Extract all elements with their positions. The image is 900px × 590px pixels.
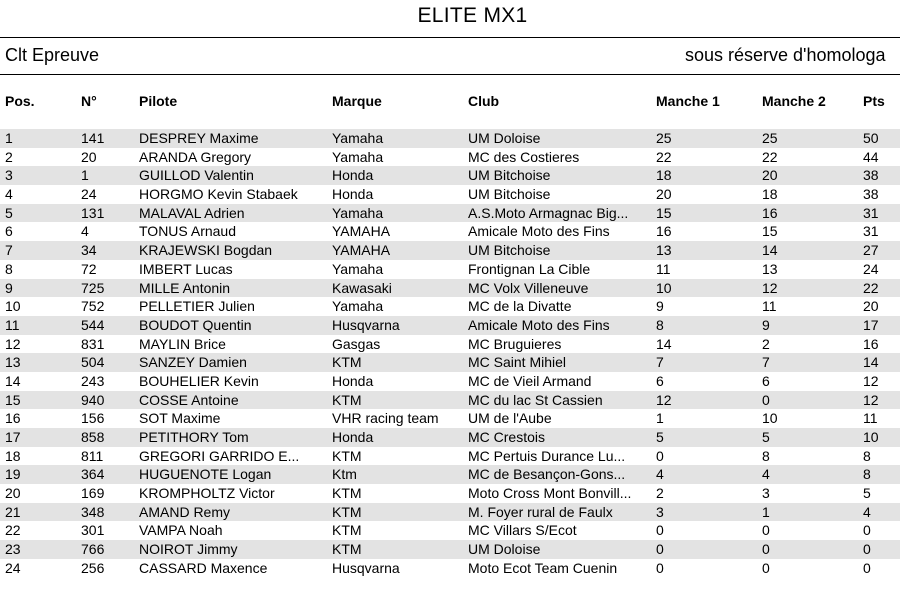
- cell-manche2: 1: [762, 503, 770, 520]
- cell-manche2: 0: [762, 541, 770, 558]
- cell-manche1: 5: [656, 429, 664, 445]
- cell-manche1: 8: [656, 316, 664, 333]
- cell-manche1: 20: [656, 186, 672, 203]
- cell-manche2: 13: [762, 260, 778, 277]
- cell-points: 31: [863, 223, 879, 240]
- cell-number: 725: [81, 279, 105, 296]
- cell-number: 141: [81, 130, 105, 146]
- cell-manche1: 3: [656, 503, 664, 520]
- cell-manche1: 25: [656, 130, 672, 146]
- cell-points: 8: [863, 466, 871, 483]
- cell-marque: Yamaha: [332, 148, 384, 165]
- top-divider: [0, 37, 900, 38]
- cell-points: 20: [863, 298, 879, 315]
- cell-marque: KTM: [332, 354, 362, 371]
- cell-points: 22: [863, 279, 879, 296]
- table-row: [0, 540, 900, 559]
- cell-marque: KTM: [332, 541, 362, 558]
- cell-manche2: 0: [762, 522, 770, 539]
- table-row: [0, 148, 900, 167]
- cell-manche1: 22: [656, 148, 672, 165]
- table-row: [0, 279, 900, 298]
- cell-manche1: 7: [656, 354, 664, 371]
- cell-position: 2: [5, 148, 13, 165]
- cell-manche1: 9: [656, 298, 664, 315]
- cell-marque: Husqvarna: [332, 559, 400, 576]
- table-row: [0, 241, 900, 260]
- cell-manche2: 14: [762, 242, 778, 259]
- cell-club: MC Pertuis Durance Lu...: [468, 447, 626, 464]
- cell-position: 22: [5, 522, 21, 539]
- cell-manche1: 16: [656, 223, 672, 240]
- cell-number: 4: [81, 223, 89, 240]
- cell-marque: YAMAHA: [332, 242, 391, 259]
- cell-manche1: 13: [656, 242, 672, 259]
- cell-points: 0: [863, 541, 871, 558]
- cell-manche2: 4: [762, 466, 770, 483]
- table-row: [0, 391, 900, 410]
- cell-manche1: 14: [656, 335, 672, 352]
- cell-points: 8: [863, 447, 871, 464]
- cell-manche2: 6: [762, 372, 770, 389]
- cell-position: 13: [5, 354, 21, 371]
- cell-manche2: 18: [762, 186, 778, 203]
- cell-manche2: 0: [762, 559, 770, 576]
- cell-number: 766: [81, 541, 105, 558]
- cell-manche2: 16: [762, 204, 778, 221]
- cell-pilote: BOUHELIER Kevin: [139, 372, 259, 389]
- cell-position: 11: [5, 316, 20, 333]
- cell-pilote: CASSARD Maxence: [139, 559, 268, 576]
- cell-points: 24: [863, 260, 879, 277]
- page-title: ELITE MX1: [417, 4, 528, 27]
- table-row: [0, 484, 900, 503]
- cell-pilote: HUGUENOTE Logan: [139, 466, 272, 483]
- table-row: [0, 204, 900, 223]
- cell-marque: VHR racing team: [332, 410, 439, 427]
- cell-pilote: AMAND Remy: [139, 503, 231, 520]
- table-row: [0, 372, 900, 391]
- table-row: [0, 353, 900, 372]
- cell-points: 27: [863, 242, 879, 259]
- cell-points: 12: [863, 372, 879, 389]
- cell-manche2: 8: [762, 447, 770, 464]
- column-header-club: Club: [468, 93, 500, 109]
- cell-manche2: 22: [762, 148, 778, 165]
- cell-position: 10: [5, 298, 21, 315]
- cell-marque: Ktm: [332, 466, 357, 483]
- cell-club: MC de la Divatte: [468, 298, 572, 315]
- table-row: [0, 129, 900, 148]
- column-header-marque: Marque: [332, 93, 382, 109]
- cell-club: Frontignan La Cible: [468, 260, 591, 277]
- cell-manche1: 12: [656, 391, 672, 408]
- cell-number: 169: [81, 485, 105, 502]
- cell-points: 5: [863, 485, 871, 502]
- cell-pilote: PETITHORY Tom: [139, 429, 249, 445]
- cell-marque: Honda: [332, 167, 374, 184]
- cell-club: UM Bitchoise: [468, 186, 551, 203]
- cell-number: 301: [81, 522, 105, 539]
- cell-number: 364: [81, 466, 105, 483]
- cell-points: 14: [863, 354, 879, 371]
- ranking-label: Clt Epreuve: [5, 45, 100, 65]
- cell-club: Moto Cross Mont Bonvill...: [468, 485, 632, 502]
- cell-position: 23: [5, 541, 21, 558]
- cell-manche1: 0: [656, 447, 664, 464]
- cell-club: MC de Vieil Armand: [468, 372, 592, 389]
- cell-points: 50: [863, 130, 879, 146]
- cell-pilote: IMBERT Lucas: [139, 260, 233, 277]
- cell-manche2: 20: [762, 167, 778, 184]
- cell-manche1: 0: [656, 541, 664, 558]
- cell-pilote: NOIROT Jimmy: [139, 541, 238, 558]
- cell-club: MC de Besançon-Gons...: [468, 466, 626, 483]
- cell-position: 19: [5, 466, 21, 483]
- cell-points: 0: [863, 522, 871, 539]
- table-row: [0, 166, 900, 185]
- cell-club: MC Saint Mihiel: [468, 354, 567, 371]
- cell-pilote: GUILLOD Valentin: [139, 167, 254, 184]
- cell-number: 504: [81, 354, 105, 371]
- cell-points: 44: [863, 148, 879, 165]
- cell-club: MC du lac St Cassien: [468, 391, 603, 408]
- cell-club: Moto Ecot Team Cuenin: [468, 559, 618, 576]
- cell-manche1: 4: [656, 466, 664, 483]
- column-header-pos: Pos.: [5, 93, 35, 109]
- cell-pilote: KRAJEWSKI Bogdan: [139, 242, 273, 259]
- cell-manche1: 0: [656, 522, 664, 539]
- table-row: [0, 260, 900, 279]
- table-row: [0, 316, 900, 335]
- table-row: [0, 503, 900, 522]
- cell-pilote: TONUS Arnaud: [139, 223, 237, 240]
- cell-manche1: 10: [656, 279, 672, 296]
- cell-marque: Honda: [332, 372, 374, 389]
- cell-pilote: GREGORI GARRIDO E...: [139, 447, 300, 464]
- cell-position: 21: [5, 503, 21, 520]
- cell-number: 544: [81, 316, 105, 333]
- table-row: [0, 185, 900, 204]
- column-header-manche2: Manche 2: [762, 93, 826, 109]
- cell-marque: KTM: [332, 522, 362, 539]
- cell-position: 5: [5, 204, 13, 221]
- cell-manche1: 15: [656, 204, 672, 221]
- cell-number: 256: [81, 559, 105, 576]
- cell-position: 1: [5, 130, 13, 146]
- cell-pilote: MALAVAL Adrien: [139, 204, 245, 221]
- cell-marque: Husqvarna: [332, 316, 400, 333]
- cell-points: 16: [863, 335, 879, 352]
- cell-position: 9: [5, 279, 13, 296]
- cell-manche2: 7: [762, 354, 770, 371]
- cell-pilote: HORGMO Kevin Stabaek: [139, 186, 298, 203]
- cell-manche1: 11: [656, 260, 671, 277]
- cell-manche1: 18: [656, 167, 672, 184]
- cell-club: MC Villars S/Ecot: [468, 522, 577, 539]
- cell-position: 3: [5, 167, 13, 184]
- cell-points: 38: [863, 167, 879, 184]
- cell-manche2: 5: [762, 429, 770, 445]
- table-row: [0, 521, 900, 540]
- table-row: [0, 297, 900, 316]
- cell-number: 34: [81, 242, 97, 259]
- cell-marque: Yamaha: [332, 130, 384, 146]
- cell-club: Amicale Moto des Fins: [468, 316, 610, 333]
- column-header-manche1: Manche 1: [656, 93, 720, 109]
- cell-number: 72: [81, 260, 97, 277]
- cell-manche1: 2: [656, 485, 664, 502]
- cell-manche2: 3: [762, 485, 770, 502]
- cell-position: 7: [5, 242, 13, 259]
- cell-position: 24: [5, 559, 21, 576]
- cell-manche2: 25: [762, 130, 778, 146]
- cell-position: 16: [5, 410, 21, 427]
- cell-club: UM Bitchoise: [468, 167, 551, 184]
- cell-position: 17: [5, 429, 21, 445]
- cell-club: MC Volx Villeneuve: [468, 279, 589, 296]
- cell-marque: Gasgas: [332, 335, 381, 352]
- cell-manche1: 0: [656, 559, 664, 576]
- cell-points: 4: [863, 503, 871, 520]
- cell-points: 12: [863, 391, 879, 408]
- cell-number: 940: [81, 391, 105, 408]
- table-row: [0, 447, 900, 466]
- cell-number: 752: [81, 298, 105, 315]
- table-row: [0, 428, 900, 447]
- cell-number: 243: [81, 372, 105, 389]
- cell-position: 15: [5, 391, 21, 408]
- cell-manche2: 10: [762, 410, 778, 427]
- cell-number: 1: [81, 167, 89, 184]
- cell-club: UM de l'Aube: [468, 410, 552, 427]
- column-header-pilote: Pilote: [139, 93, 178, 109]
- cell-pilote: SOT Maxime: [139, 410, 221, 427]
- cell-club: UM Bitchoise: [468, 242, 551, 259]
- table-row: [0, 409, 900, 428]
- cell-pilote: SANZEY Damien: [139, 354, 247, 371]
- cell-position: 18: [5, 447, 21, 464]
- table-row: [0, 335, 900, 354]
- cell-club: Amicale Moto des Fins: [468, 223, 610, 240]
- cell-marque: KTM: [332, 485, 362, 502]
- cell-club: UM Doloise: [468, 541, 541, 558]
- cell-points: 11: [863, 410, 878, 427]
- cell-number: 858: [81, 429, 105, 445]
- cell-pilote: VAMPA Noah: [139, 522, 223, 539]
- table-row: [0, 465, 900, 484]
- cell-club: A.S.Moto Armagnac Big...: [468, 204, 629, 221]
- cell-number: 831: [81, 335, 105, 352]
- cell-marque: KTM: [332, 447, 362, 464]
- results-table: [0, 129, 900, 578]
- cell-number: 24: [81, 186, 97, 203]
- homologation-note: sous réserve d'homologa: [685, 45, 886, 65]
- cell-club: MC Crestois: [468, 429, 546, 445]
- cell-marque: Yamaha: [332, 260, 384, 277]
- cell-manche2: 12: [762, 279, 778, 296]
- cell-manche1: 6: [656, 372, 664, 389]
- column-header-pts: Pts: [863, 93, 885, 109]
- cell-club: MC des Costieres: [468, 148, 580, 165]
- cell-marque: Honda: [332, 186, 374, 203]
- cell-number: 156: [81, 410, 105, 427]
- cell-points: 38: [863, 186, 879, 203]
- cell-points: 31: [863, 204, 879, 221]
- cell-position: 14: [5, 372, 21, 389]
- cell-points: 10: [863, 429, 879, 445]
- cell-marque: Yamaha: [332, 204, 384, 221]
- cell-position: 12: [5, 335, 21, 352]
- cell-marque: KTM: [332, 391, 362, 408]
- cell-manche2: 11: [762, 298, 777, 315]
- cell-number: 348: [81, 503, 105, 520]
- cell-pilote: COSSE Antoine: [139, 391, 239, 408]
- cell-pilote: MILLE Antonin: [139, 279, 231, 296]
- cell-pilote: DESPREY Maxime: [139, 130, 259, 146]
- column-header-number: N°: [81, 93, 97, 109]
- cell-pilote: PELLETIER Julien: [139, 298, 255, 315]
- cell-marque: Yamaha: [332, 298, 384, 315]
- cell-marque: YAMAHA: [332, 223, 391, 240]
- table-row: [0, 559, 900, 578]
- header-divider: [0, 74, 900, 75]
- cell-pilote: ARANDA Gregory: [139, 148, 252, 165]
- cell-manche2: 0: [762, 391, 770, 408]
- cell-manche2: 2: [762, 335, 770, 352]
- table-row: [0, 222, 900, 241]
- cell-manche2: 9: [762, 316, 770, 333]
- cell-pilote: KROMPHOLTZ Victor: [139, 485, 275, 502]
- cell-club: M. Foyer rural de Faulx: [468, 503, 613, 520]
- cell-position: 20: [5, 485, 21, 502]
- cell-position: 6: [5, 223, 13, 240]
- cell-marque: KTM: [332, 503, 362, 520]
- cell-pilote: BOUDOT Quentin: [139, 316, 252, 333]
- cell-number: 131: [81, 204, 105, 221]
- cell-number: 811: [81, 447, 104, 464]
- cell-club: MC Bruguieres: [468, 335, 562, 352]
- cell-pilote: MAYLIN Brice: [139, 335, 226, 352]
- cell-club: UM Doloise: [468, 130, 541, 146]
- cell-marque: Kawasaki: [332, 279, 392, 296]
- cell-position: 4: [5, 186, 13, 203]
- cell-marque: Honda: [332, 429, 374, 445]
- cell-points: 17: [863, 316, 879, 333]
- cell-manche2: 15: [762, 223, 778, 240]
- cell-position: 8: [5, 260, 13, 277]
- cell-number: 20: [81, 148, 97, 165]
- cell-points: 0: [863, 559, 871, 576]
- cell-manche1: 1: [656, 410, 664, 427]
